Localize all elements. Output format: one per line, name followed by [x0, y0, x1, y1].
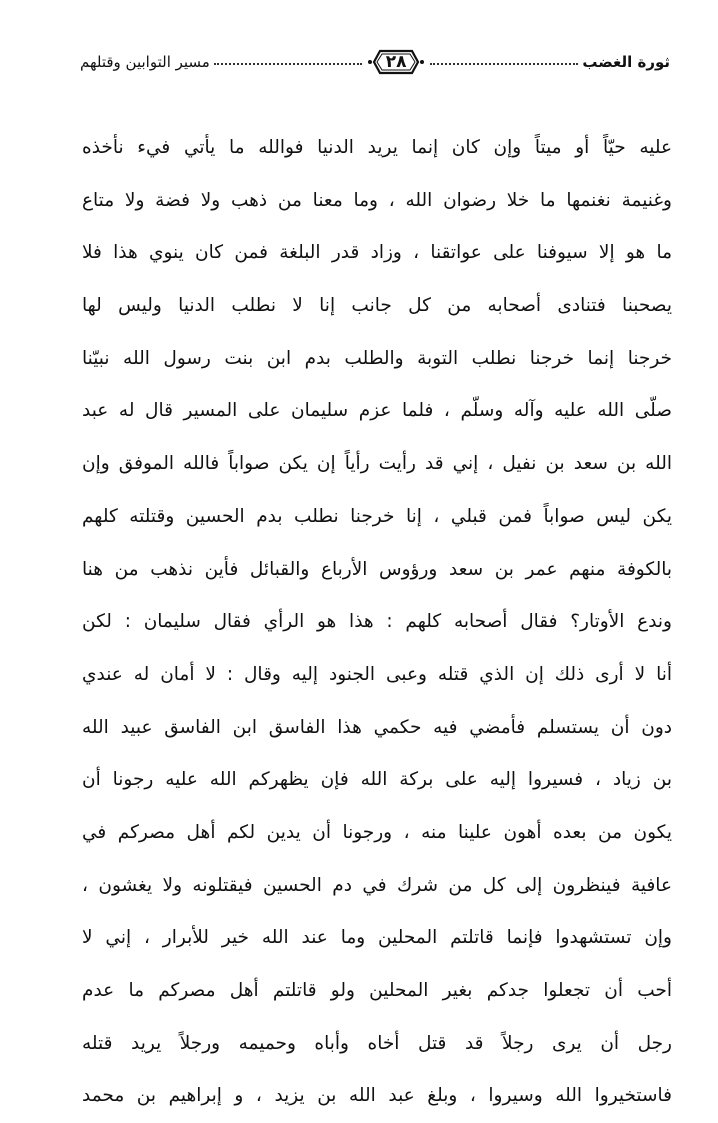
header-dotted-leader-left	[214, 63, 362, 65]
text-line: يكن ليس صواباً فمن قبلي ، إنا خرجنا نطلب بدم الحسين وقتلته كلهم	[82, 505, 672, 527]
text-line: بالكوفة منهم عمر بن سعد ورؤوس الأرباع والقبائل فأين نذهب من هنا	[82, 558, 672, 580]
text-line: رجل أن يرى رجلاً قد قتل أخاه وأباه وحميمه ورجلاً يريد قتله	[82, 1032, 672, 1054]
text-line: خرجنا إنما خرجنا نطلب التوبة والطلب بدم ابن بنت رسول الله نبيّنا	[82, 347, 672, 369]
page-body-text	[82, 122, 672, 1123]
page-number-badge	[366, 47, 426, 77]
page-header	[80, 46, 670, 78]
text-line: عليه حيّاً أو ميتاً وإن كان إنما يريد الدنيا فوالله ما يأتي فيء نأخذه	[82, 137, 672, 158]
text-line: عافية فينظرون إلى كل من شرك في دم الحسين فيقتلونه ولا يغشون ،	[82, 874, 672, 896]
text-line: وغنيمة نغنمها ما خلا رضوان الله ، وما معنا من ذهب ولا فضة ولا متاع	[82, 189, 672, 211]
text-line: صلّى الله عليه وآله وسلّم ، فلما عزم سليمان على المسير قال له عبد	[82, 400, 672, 422]
header-dotted-leader-right	[430, 63, 578, 65]
text-line: يصحبنا فتنادى أصحابه من كل جانب إنا لا نطلب الدنيا وليس لها	[82, 295, 672, 317]
text-line: ما هو إلا سيوفنا على عواتقنا ، وزاد قدر البلغة فمن كان ينوي هذا فلا	[82, 242, 672, 264]
text-line: أحب أن تجعلوا جدكم بغير المحلين ولو قاتلتم أهل مصركم ما عدم	[82, 980, 672, 1001]
book-title: ثورة الغضب	[582, 53, 670, 71]
page-number: ٢٨	[385, 52, 407, 72]
text-line: وإن تستشهدوا فإنما قاتلتم المحلين وما عند الله خير للأبرار ، إني لا	[82, 927, 672, 949]
text-line: بن زياد ، فسيروا إليه على بركة الله فإن يظهركم الله عليه رجونا أن	[82, 769, 672, 791]
text-line: وندع الأوتار؟ فقال أصحابه كلهم : هذا هو الرأي فقال سليمان : لكن	[82, 611, 672, 633]
text-line: فاستخيروا الله وسيروا ، وبلغ عبد الله بن يزيد ، و إبراهيم بن محمد	[82, 1085, 672, 1107]
text-line: الله بن سعد بن نفيل ، إني قد رأيت رأياً إن يكن صواباً فالله الموفق وإن	[82, 453, 672, 475]
text-line: يكون من بعده أهون علينا منه ، ورجونا أن يدين لكم أهل مصركم في	[82, 821, 672, 843]
chapter-title: مسير التوابين وقتلهم	[79, 53, 210, 71]
text-line: أنا لا أرى ذلك إن الذي قتله وعبى الجنود إليه وقال : لا أمان له عندي	[82, 663, 672, 685]
text-line: دون أن يستسلم فأمضي فيه حكمي هذا الفاسق ابن الفاسق عبيد الله	[82, 716, 672, 738]
